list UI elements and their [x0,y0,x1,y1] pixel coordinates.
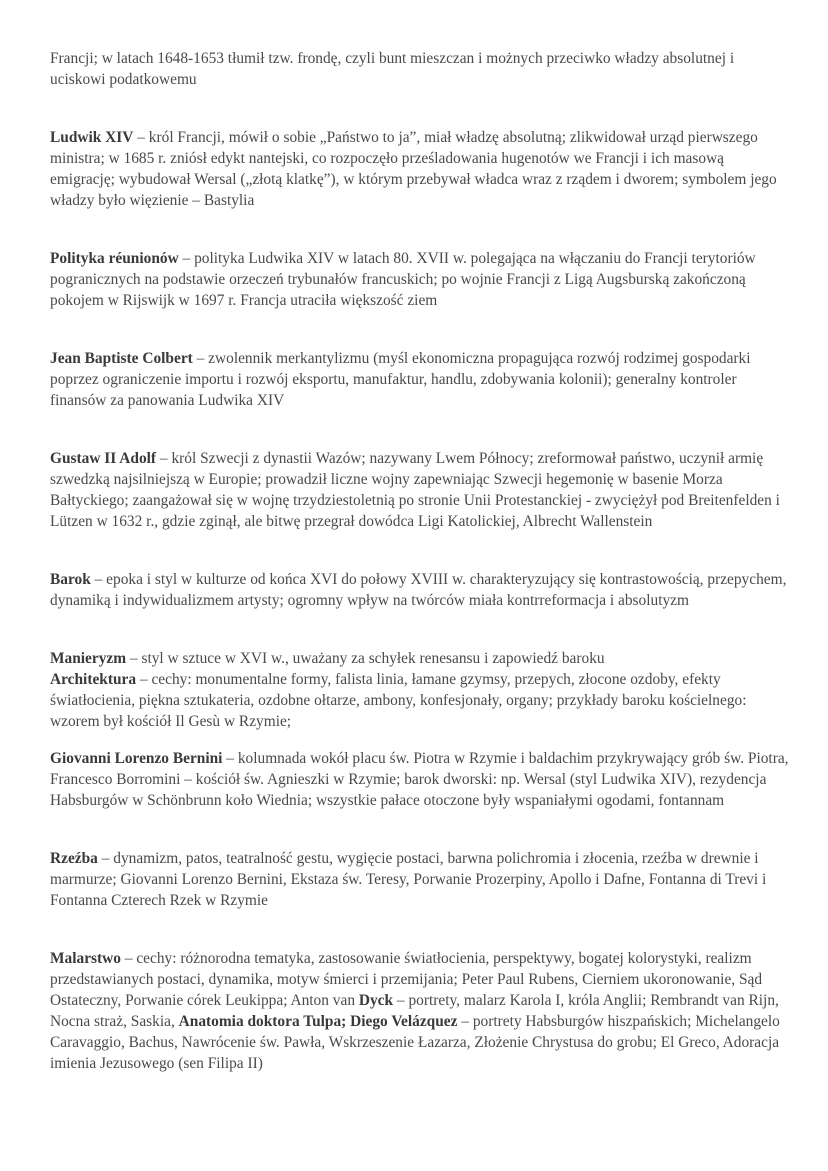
entry-term: Giovanni Lorenzo Bernini [50,750,223,767]
entry-text: – portrety Habsburgów hiszpańskich; Michelangelo Caravaggio, Bachus, Nawrócenie św. Pawła, Wskrzeszenie Łazarza, Złożenie Chrystusa do grobu; El Greco, Adoracja imienia Jezusowego (sen Filipa II) [50,1013,780,1072]
entry-gustaw-ii-adolf [50,448,790,532]
entry-term: Malarstwo [50,950,121,967]
entry-text: – kolumnada wokół placu św. Piotra w Rzymie i baldachim przykrywający grób św. Piotra, Francesco Borromini – kościół św. Agnieszki w Rzymie; barok dworski: np. Wersal (styl Ludwika XIV), rezydencja Habsburgów w Schönbrunn koło Wiednia; wszystkie pałace otoczone były wspaniałymi ogodami, fontannam [50,750,789,809]
entry-text: – cechy: różnorodna tematyka, zastosowanie światłocienia, perspektywy, bogatej kolorystyki, realizm przedstawianych postaci, dynamika, motyw śmierci i przemijania; Peter Paul Rubens, Cierniem ukoronowanie, Sąd Ostateczny, Porwanie córek Leukippa; Anton van [50,950,763,1009]
entry-term: Rzeźba [50,850,98,867]
entry-rzezba [50,848,790,911]
entry-polityka-reunionow [50,248,790,311]
document-page [50,48,790,1074]
entry-highlight: Anatomia doktora Tulpa; Diego Velázquez [178,1013,458,1030]
entry-bernini [50,748,790,811]
entry-text: – polityka Ludwika XIV w latach 80. XVII w. polegająca na włączaniu do Francji terytoriów pogranicznych na podstawie orzeczeń trybunałów francuskich; po wojnie Francji z Ligą Augsburską zakończoną pokojem w Rijswijk w 1697 r. Francja utraciła większość ziem [50,250,756,309]
entry-text: – epoka i styl w kulturze od końca XVI do połowy XVIII w. charakteryzujący się kontrastowością, przepychem, dynamiką i indywidualizmem artysty; ogromny wpływ na twórców miała kontrreformacja i absolutyzm [50,571,787,609]
entry-ludwik-xiv [50,127,790,211]
entry-text: – król Francji, mówił o sobie „Państwo to ja”, miał władzę absolutną; zlikwidował urząd pierwszego ministra; w 1685 r. zniósł edykt nantejski, co rozpoczęło prześladowania hugenotów we Francji i ich masową emigrację; wybudował Wersal („złotą klatkę”), w którym przebywał władca wraz z rządem i dworem; symbolem jego władzy było więzienie – Bastylia [50,129,777,209]
entry-term: Polityka réunionów [50,250,179,267]
intro-paragraph: Francji; w latach 1648-1653 tłumił tzw. frondę, czyli bunt mieszczan i możnych przeciwko władzy absolutnej i uciskowi podatkowemu [50,50,735,88]
entry-manieryzm [50,648,790,669]
entry-term: Gustaw II Adolf [50,450,157,467]
entry-text: – cechy: monumentalne formy, falista linia, łamane gzymsy, przepych, złocone ozdoby, efekty światłocienia, piękna sztukateria, ozdobne ołtarze, ambony, konfesjonały, organy; przykłady baroku kościelnego: wzorem był kościół Il Gesù w Rzymie; [50,671,747,730]
entry-text: – zwolennik merkantylizmu (myśl ekonomiczna propagująca rozwój rodzimej gospodarki poprzez ograniczenie importu i rozwój eksportu, manufaktur, handlu, zdobywania kolonii); generalny kontroler finansów za panowania Ludwika XIV [50,350,751,409]
entry-text: – styl w sztuce w XVI w., uważany za schyłek renesansu i zapowiedź baroku [126,650,605,667]
entry-highlight: Dyck [358,992,394,1009]
entry-malarstwo [50,948,790,1074]
entry-architektura [50,669,790,732]
entry-term: Barok [50,571,91,588]
entry-text: – dynamizm, patos, teatralność gestu, wygięcie postaci, barwna polichromia i złocenia, rzeźba w drewnie i marmurze; Giovanni Lorenzo Bernini, Ekstaza św. Teresy, Porwanie Prozerpiny, Apollo i Dafne, Fontanna di Trevi i Fontanna Czterech Rzek w Rzymie [50,850,767,909]
entry-text: – król Szwecji z dynastii Wazów; nazywany Lwem Północy; zreformował państwo, uczynił armię szwedzką najsilniejszą w Europie; prowadził liczne wojny zapewniając Szwecji hegemonię w basenie Morza Bałtyckiego; zaangażował się w wojnę trzydziestoletnią po stronie Unii Protestanckiej - zwyciężył pod Breitenfelden i Lützen w 1632 r., gdzie zginął, ale bitwę przegrał dowódca Ligi Katolickiej, Albrecht Wallenstein [50,450,780,530]
entry-text: – portrety, malarz Karola I, króla Anglii; Rembrandt van Rijn, Nocna straż, Saskia, [50,992,779,1030]
entry-colbert [50,348,790,411]
entry-term: Jean Baptiste Colbert [50,350,193,367]
entry-term: Manieryzm [50,650,127,667]
entry-term: Ludwik XIV [50,129,134,146]
entry-barok [50,569,790,611]
entry-term: Architektura [50,671,137,688]
